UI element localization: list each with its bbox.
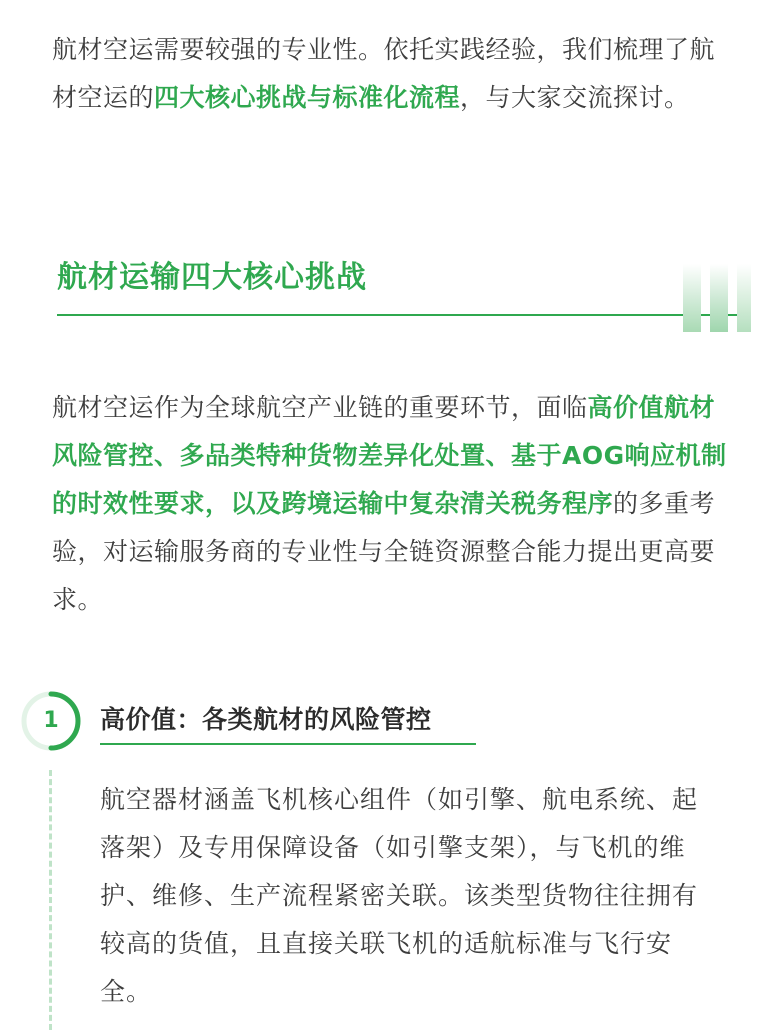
section-paragraph: [52, 384, 732, 624]
section-text-a: 航材空运作为全球航空产业链的重要环节，面临: [52, 393, 588, 422]
dashed-guide-line: [49, 770, 52, 1030]
intro-text-a: 航材空运需要较强的专业性。依托实践经验，我们梳理了航材空运的: [52, 35, 716, 112]
challenge-title: 高价值：各类航材的风险管控: [100, 705, 432, 734]
intro-paragraph: [52, 26, 732, 122]
section-title: 航材运输四大核心挑战: [57, 260, 367, 295]
challenge-1: [20, 690, 760, 1030]
decorative-bars-icon: [683, 264, 755, 332]
challenge-number: 1: [43, 708, 59, 733]
intro-highlight: 四大核心挑战与标准化流程: [154, 83, 461, 112]
intro-text-b: ，与大家交流探讨。: [460, 83, 690, 112]
section-text-b: 的多重考验，对运输服务商的专业性与全链资源整合能力提出更高要求。: [52, 489, 716, 614]
section-header: [57, 256, 757, 336]
section-divider: [57, 314, 750, 316]
challenge-body: 航空器材涵盖飞机核心组件（如引擎、航电系统、起落架）及专用保障设备（如引擎支架），与飞机的维护、维修、生产流程紧密关联。该类型货物往往拥有较高的货值，且直接关联飞机的适航标准与飞行安全。: [100, 785, 699, 1006]
section-highlight: 高价值航材风险管控、多品类特种货物差异化处置、基于AOG响应机制的时效性要求，以及跨境运输中复杂清关税务程序: [52, 393, 727, 518]
challenge-title-underline: [100, 743, 476, 745]
